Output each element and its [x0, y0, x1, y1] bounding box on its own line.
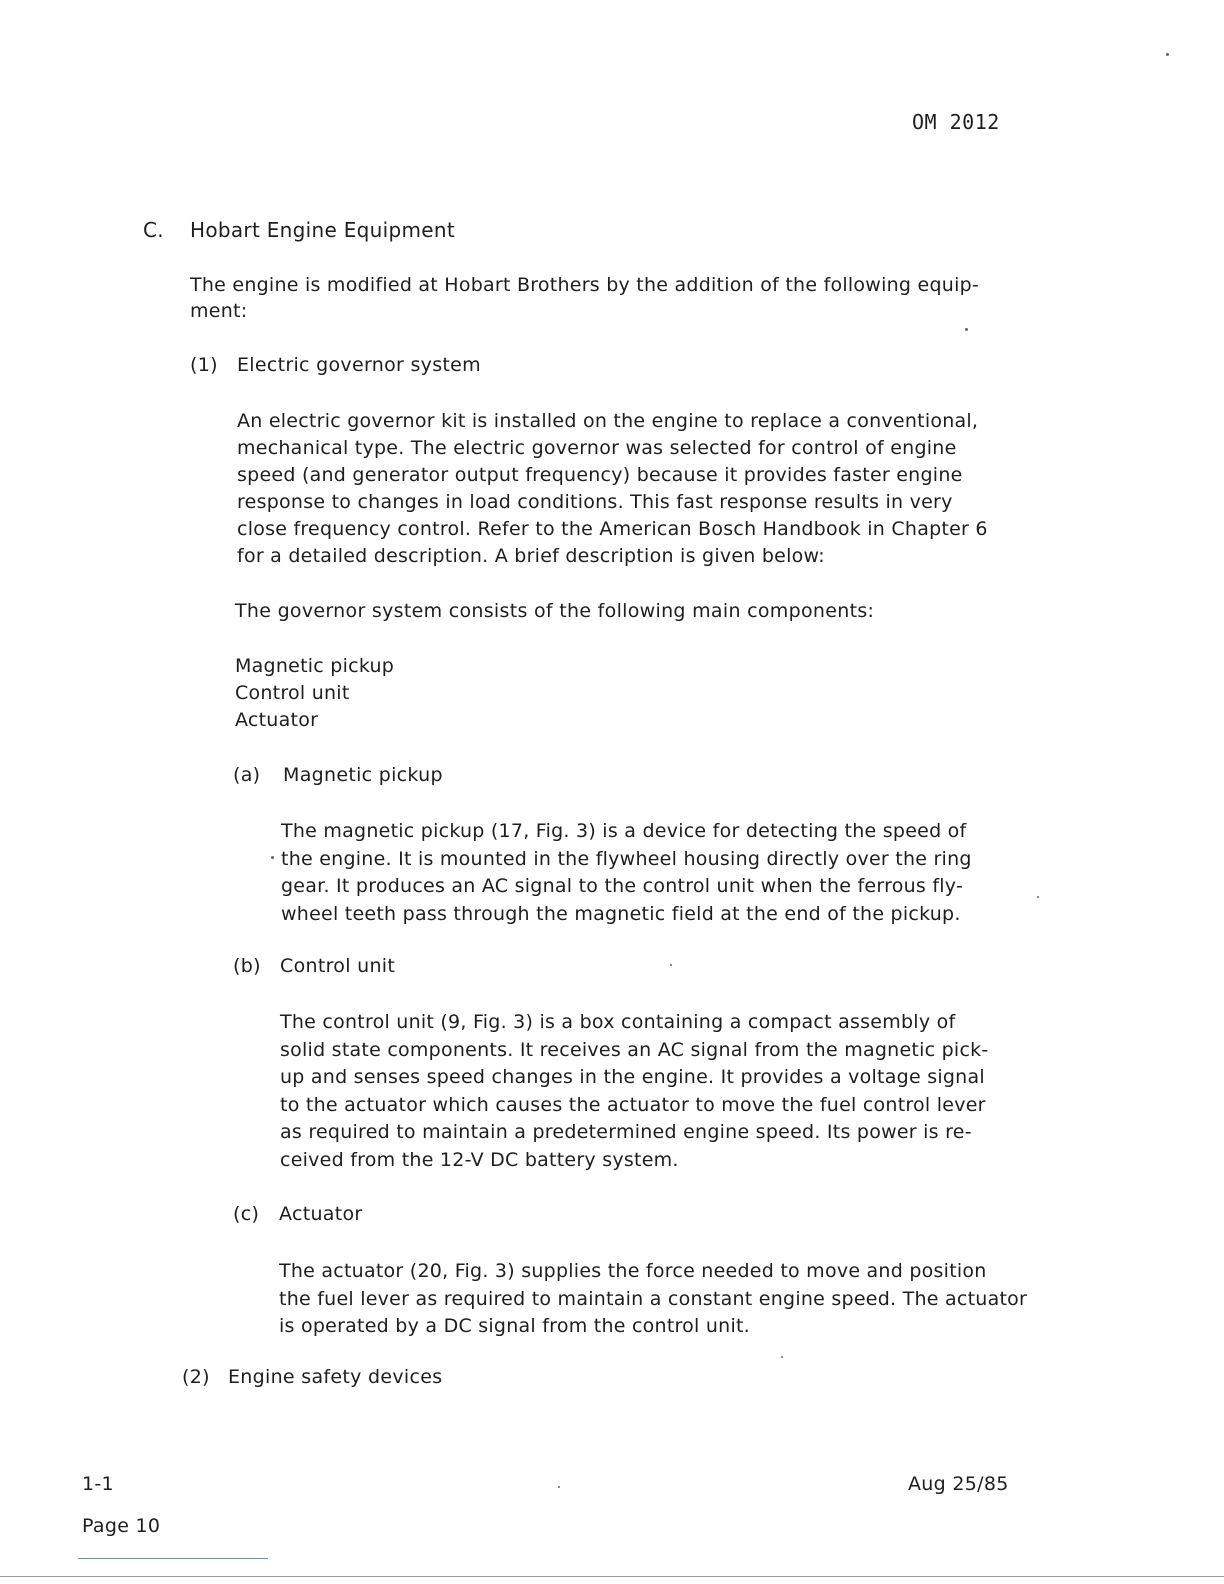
description-line: An electric governor kit is installed on the engine to replace a conventional,: [237, 410, 979, 432]
description-line: response to changes in load conditions. This fast response results in very: [237, 491, 953, 513]
body-line: up and senses speed changes in the engine. It provides a voltage signal: [280, 1066, 985, 1088]
components-intro: The governor system consists of the following main components:: [235, 600, 875, 622]
body-line: wheel teeth pass through the magnetic field at the end of the pickup.: [281, 902, 961, 925]
scan-speck: [965, 328, 968, 331]
scan-speck: [1166, 53, 1169, 56]
body-line: as required to maintain a predetermined engine speed. Its power is re-: [280, 1121, 972, 1143]
component-item: Magnetic pickup: [235, 655, 395, 677]
description-line: mechanical type. The electric governor was selected for control of engine: [237, 437, 957, 459]
body-line: The magnetic pickup (17, Fig. 3) is a device for detecting the speed of: [281, 820, 967, 842]
component-item: Control unit: [235, 682, 350, 704]
subitem-b-title: Control unit: [280, 955, 396, 977]
subitem-a-title: Magnetic pickup: [283, 764, 443, 786]
footer-page-label: Page 10: [82, 1515, 161, 1537]
item-1-title: Electric governor system: [237, 354, 481, 376]
intro-line: The engine is modified at Hobart Brothers by the addition of the following equip-: [190, 274, 980, 296]
section-intro: [190, 272, 979, 324]
scan-speck: [781, 1356, 783, 1358]
scan-speck: [558, 1486, 560, 1488]
subitem-b-letter: (b): [233, 955, 261, 977]
intro-line: ment:: [190, 300, 248, 322]
subitem-c-title: Actuator: [279, 1203, 363, 1225]
document-code: OM 2012: [912, 110, 1000, 134]
footer-date: Aug 25/85: [908, 1473, 1009, 1495]
scan-speck: [271, 856, 274, 859]
body-line: The control unit (9, Fig. 3) is a box containing a compact assembly of: [280, 1011, 956, 1033]
section-letter: C.: [143, 218, 164, 242]
item-2-number: (2): [182, 1366, 210, 1388]
description-line: close frequency control. Refer to the American Bosch Handbook in Chapter 6: [237, 518, 988, 540]
subitem-c-body: [279, 1258, 1027, 1341]
description-line: for a detailed description. A brief description is given below:: [237, 545, 825, 567]
page-bottom-edge: [0, 1576, 1224, 1577]
scan-speck: [670, 964, 672, 966]
item-1-description: [237, 408, 988, 570]
body-line: the engine. It is mounted in the flywheel housing directly over the ring: [281, 847, 972, 870]
scan-edge-line: [78, 1558, 268, 1559]
body-line: ceived from the 12-V DC battery system.: [280, 1148, 679, 1171]
subitem-a-body: [281, 818, 972, 928]
subitem-b-body: [280, 1009, 989, 1174]
section-title: Hobart Engine Equipment: [190, 218, 456, 242]
component-item: Actuator: [235, 709, 319, 731]
item-2-title: Engine safety devices: [228, 1366, 443, 1388]
body-line: gear. It produces an AC signal to the control unit when the ferrous fly-: [281, 875, 964, 897]
body-line: is operated by a DC signal from the control unit.: [279, 1315, 750, 1337]
body-line: solid state components. It receives an AC signal from the magnetic pick-: [280, 1038, 989, 1061]
footer-section-ref: 1-1: [82, 1473, 114, 1495]
body-line: the fuel lever as required to maintain a constant engine speed. The actuator: [279, 1287, 1028, 1310]
body-line: The actuator (20, Fig. 3) supplies the force needed to move and position: [279, 1260, 987, 1282]
body-line: to the actuator which causes the actuator to move the fuel control lever: [280, 1093, 986, 1116]
description-line: speed (and generator output frequency) because it provides faster engine: [237, 464, 963, 486]
subitem-c-letter: (c): [233, 1203, 260, 1225]
scan-speck: [1037, 896, 1039, 898]
components-list: [235, 653, 394, 734]
item-1-number: (1): [190, 354, 218, 376]
subitem-a-letter: (a): [233, 764, 261, 786]
